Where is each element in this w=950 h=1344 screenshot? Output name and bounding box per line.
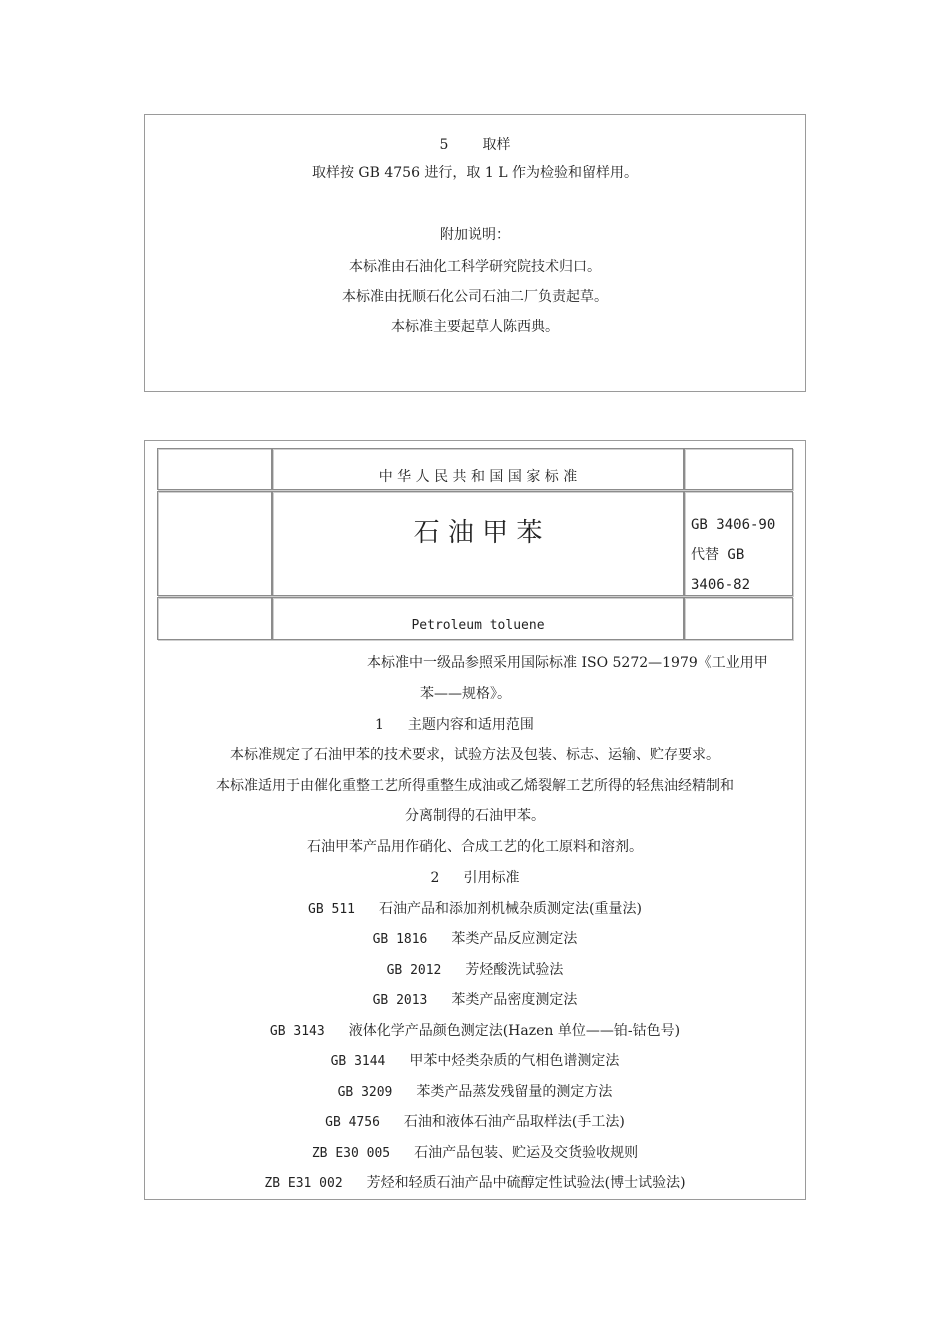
national-standard-label: 中 华 人 民 共 和 国 国 家 标 准 [378,469,578,485]
reference-item [145,1143,805,1164]
reference-item [145,899,805,920]
header-cell-empty [157,597,272,640]
english-title: Petroleum toluene [411,618,545,633]
reference-code: ZB E31 002 [264,1176,343,1191]
header-cell-national [272,448,684,490]
reference-item [145,1173,805,1194]
section-2-heading [145,868,805,888]
header-cell-english [272,597,684,640]
standard-code-block [691,510,775,600]
reference-item [145,960,805,981]
adoption-line: 苯——规格》。 [420,686,511,702]
scope-line: 本标准规定了石油甲苯的技术要求，试验方法及包装、标志、运输、贮存要求。 [230,747,720,763]
reference-title: 苯类产品密度测定法 [451,992,578,1008]
header-cell-empty [684,448,793,490]
header-cell-code [684,491,793,596]
reference-code: GB 2013 [372,993,428,1008]
appendix-line: 本标准主要起草人陈西典。 [391,319,559,335]
section-2-number: 2 [430,870,440,886]
section-5-number: 5 [439,137,449,153]
section-5-title: 取样 [482,137,511,153]
appendix-title: 附加说明： [440,227,510,243]
reference-code: GB 511 [308,902,356,917]
section-1-number: 1 [375,717,384,733]
reference-code: GB 2012 [386,963,442,978]
reference-title: 石油产品包装、贮运及交货验收规则 [414,1145,639,1161]
adoption-line: 本标准中一级品参照采用国际标准 ISO 5272—1979《工业用甲 [367,655,768,671]
standard-box [144,440,806,1200]
reference-code: GB 1816 [372,932,428,947]
section-5-heading [145,135,805,155]
reference-title: 液体化学产品颜色测定法(Hazen 单位——铂-钴色号) [348,1023,681,1039]
scope-line: 分离制得的石油甲苯。 [405,808,545,824]
reference-title: 石油和液体石油产品取样法(手工法) [403,1114,625,1130]
header-cell-empty [684,597,793,640]
replaced-code: 3406-82 [691,577,751,593]
appendix-line: 本标准由抚顺石化公司石油二厂负责起草。 [342,289,608,305]
reference-title: 甲苯中烃类杂质的气相色谱测定法 [409,1053,620,1069]
reference-item [145,1112,805,1133]
scope-line: 本标准适用于由催化重整工艺所得重整生成油或乙烯裂解工艺所得的轻焦油经精制和 [216,778,734,794]
reference-title: 芳烃酸洗试验法 [465,962,564,978]
section-2-title: 引用标准 [463,870,520,886]
reference-item [145,1021,805,1042]
reference-title: 芳烃和轻质石油产品中硫醇定性试验法(博士试验法) [366,1175,686,1191]
reference-title: 石油产品和添加剂机械杂质测定法(重量法) [379,901,642,917]
reference-item [145,990,805,1011]
standard-code: GB 3406-90 [691,517,776,533]
reference-code: GB 3209 [337,1085,393,1100]
header-cell-empty [157,448,272,490]
appendix-box [144,114,806,392]
reference-code: GB 3144 [330,1054,386,1069]
header-cell-title [272,491,684,596]
appendix-line: 本标准由石油化工科学研究院技术归口。 [349,259,601,275]
reference-title: 苯类产品反应测定法 [451,931,578,947]
reference-item [145,1082,805,1103]
replaces-label: 代替 GB [691,547,745,563]
reference-code: GB 4756 [325,1115,380,1130]
sampling-text: 取样按 GB 4756 进行，取 1 L 作为检验和留样用。 [311,165,638,181]
reference-item [145,1051,805,1072]
reference-code: ZB E30 005 [311,1146,391,1161]
section-1-title: 主题内容和适用范围 [407,717,534,733]
reference-item [145,929,805,950]
scope-line: 石油甲苯产品用作硝化、合成工艺的化工原料和溶剂。 [307,839,643,855]
section-1-heading [375,715,534,735]
header-cell-empty [157,491,272,596]
reference-title: 苯类产品蒸发残留量的测定方法 [416,1084,613,1100]
document-title: 石 油 甲 苯 [413,518,543,548]
reference-code: GB 3143 [269,1024,325,1039]
